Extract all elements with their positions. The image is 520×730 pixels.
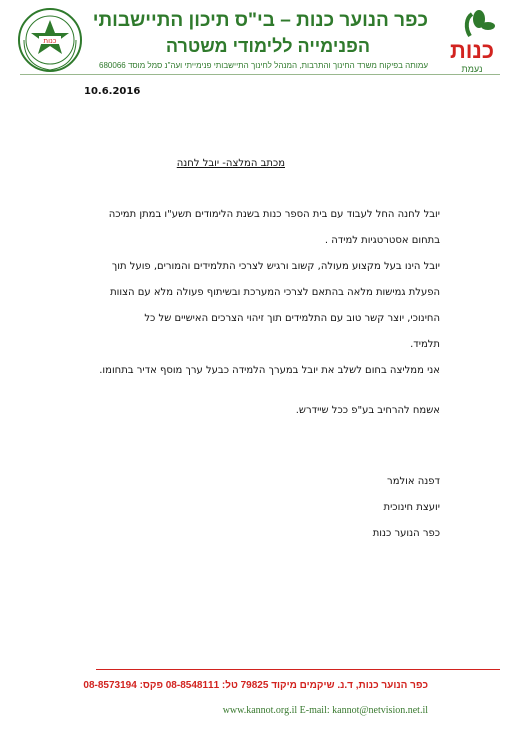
emblem-text: כנות [43, 37, 57, 45]
letter-subject: מכתב המלצה- יובל לחנה [176, 158, 285, 169]
header-divider [20, 74, 500, 75]
letter-line: תלמיד. [410, 339, 440, 350]
footer-address: כפר הנוער כנות, ד.נ. שיקמים מיקוד 79825 טל: 08-8548111 פקס: 08-8573194 [83, 680, 428, 691]
header-title-line2: הפנימייה ללימודי משטרה [165, 36, 370, 56]
letter-closing: אשמח להרחיב בע"פ ככל שיידרש. [295, 405, 440, 416]
header-subtitle: עמותה בפיקוח משרד החינוך והתרבות, המנהל לחינוך התיישבותי פנימייתי ועה"נ סמל מוסד 680066 [99, 61, 428, 70]
letter-date: 10.6.2016 [84, 86, 141, 97]
signature-organization: כפר הנוער כנות [372, 528, 440, 539]
footer-divider [96, 669, 500, 670]
letter-line: יובל הינו בעל מקצוע מעולה, קשוב ורגיש לצרכי התלמידים והמורים, פועל תוך [111, 261, 440, 272]
letter-line: יובל לחנה החל לעבוד עם בית הספר כנות בשנת הלימודים תשע"ו במתן תמיכה [108, 209, 440, 220]
letter-line: אני ממליצה בחום לשלב את יובל במערך הלמידה כבעל ערך מוסף אדיר בתחומו. [99, 365, 440, 376]
logo-subtext: נעמת [461, 64, 483, 74]
letter-line: הפעלת גמישות מלאה בהתאם לצרכי המערכת ובשיתוף פעולה מלא עם הצוות [110, 287, 440, 298]
police-emblem-icon [12, 6, 88, 74]
header-title-line1: כפר הנוער כנות – בי"ס תיכון התיישבותי [92, 10, 428, 31]
signature-name: דפנה אולמר [387, 476, 440, 487]
letter-line: בתחום אסטרטגיות למידה . [324, 235, 440, 246]
signature-role: יועצת חינוכית [383, 502, 440, 513]
logo-wordmark: כנות [449, 38, 495, 63]
footer-contact: www.kannot.org.il E-mail: kannot@netvision.net.il [222, 705, 428, 716]
kannot-logo-icon [432, 6, 510, 76]
letter-line: החינוכי, יוצר קשר טוב עם התלמידים תוך זיהוי הצרכים האישיים של כל [144, 313, 440, 324]
